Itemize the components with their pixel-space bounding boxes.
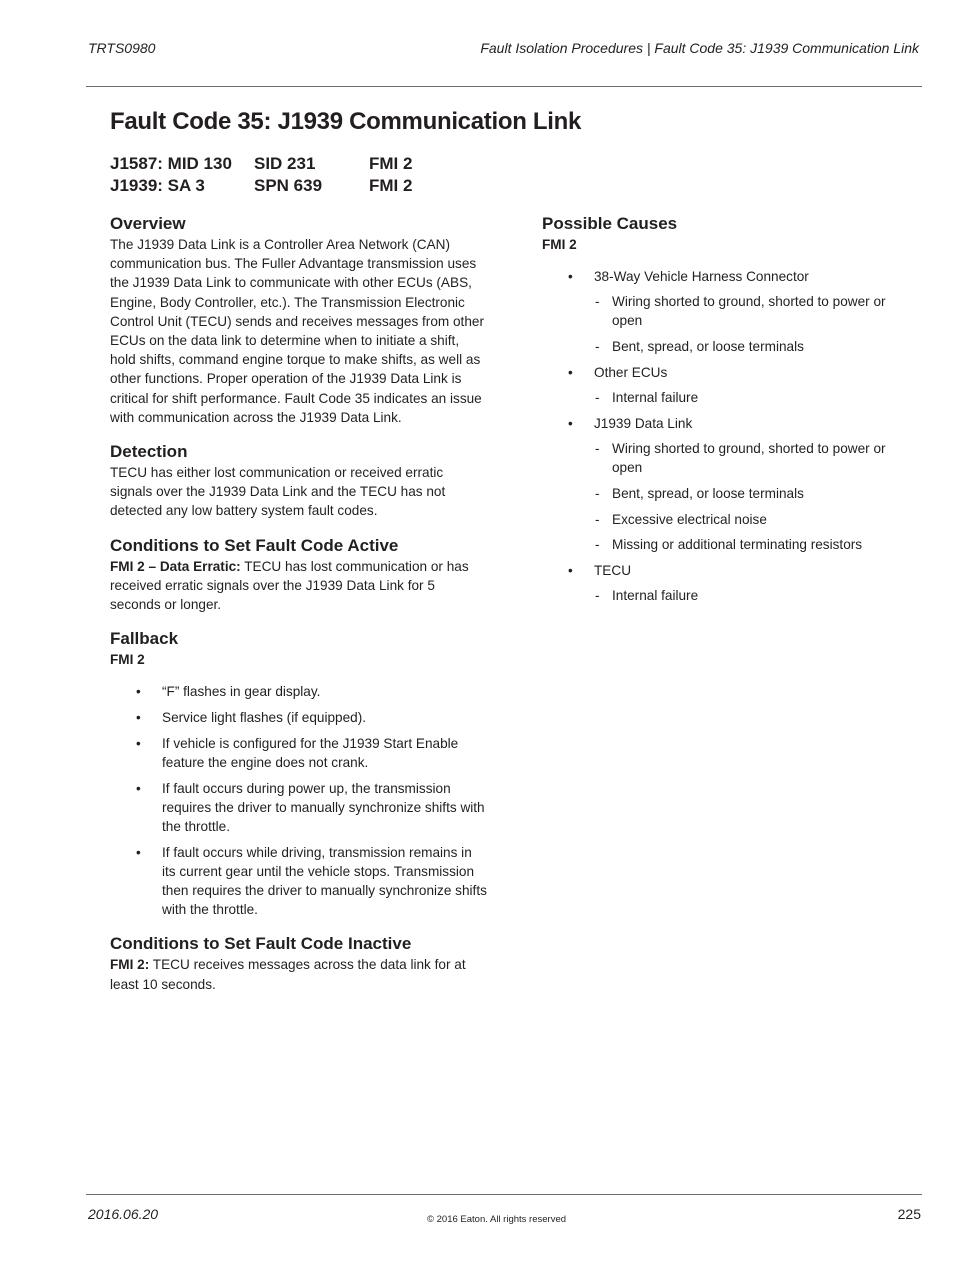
fallback-list	[110, 682, 488, 919]
cause-sublist	[594, 586, 912, 605]
bullet-icon: •	[136, 780, 141, 796]
fallback-item	[110, 779, 488, 837]
bullet-icon: •	[568, 364, 573, 380]
header-divider	[86, 86, 922, 87]
conditions-active-text	[110, 557, 488, 615]
overview-section	[110, 213, 488, 427]
bullet-icon: •	[568, 269, 573, 284]
dash-icon: -	[595, 390, 600, 406]
cause-label: 38-Way Vehicle Harness Connector	[594, 269, 809, 284]
cause-subitem	[594, 439, 912, 477]
cause-item	[542, 267, 912, 356]
conditions-inactive-body: TECU receives messages across the data link for at least 10 seconds.	[110, 957, 466, 992]
fallback-item	[110, 843, 488, 920]
cause-item	[542, 561, 912, 605]
code-fmi: FMI 2	[369, 154, 413, 173]
page-title: Fault Code 35: J1939 Communication Link	[110, 108, 582, 135]
fallback-item	[110, 682, 488, 701]
cause-sublist	[594, 292, 912, 356]
conditions-inactive-section	[110, 933, 488, 993]
cause-subitem-text: Bent, spread, or loose terminals	[612, 339, 804, 355]
dash-icon: -	[595, 339, 600, 355]
conditions-inactive-label: FMI 2:	[110, 957, 150, 973]
conditions-inactive-text	[110, 955, 488, 993]
cause-label: TECU	[594, 562, 632, 578]
cause-subitem	[594, 535, 912, 554]
dash-icon: -	[595, 537, 600, 553]
footer-copyright-wrap	[0, 1214, 979, 1225]
cause-subitem	[594, 510, 912, 529]
bullet-icon: •	[136, 684, 141, 700]
fallback-item-text: If vehicle is configured for the J1939 Start Enable feature the engine does not crank.	[162, 735, 459, 770]
conditions-active-label: FMI 2 – Data Erratic:	[110, 558, 241, 574]
conditions-active-section	[110, 535, 488, 615]
cause-item	[542, 363, 912, 407]
code-id: SPN 639	[254, 176, 323, 195]
page-number: 225	[897, 1206, 921, 1222]
causes-list	[542, 267, 912, 605]
cause-subitem-text: Excessive electrical noise	[612, 511, 767, 527]
fallback-fmi: FMI 2	[110, 652, 145, 668]
right-column	[542, 213, 912, 619]
cause-subitem-text: Wiring shorted to ground, shorted to power or open	[612, 440, 886, 476]
dash-icon: -	[595, 511, 600, 527]
bullet-icon: •	[136, 709, 141, 725]
cause-subitem	[594, 388, 912, 407]
fallback-item-text: If fault occurs during power up, the transmission requires the driver to manually synchronize shifts with the throttle.	[162, 780, 485, 834]
cause-subitem	[594, 484, 912, 503]
detection-heading: Detection	[110, 442, 188, 462]
overview-text: The J1939 Data Link is a Controller Area Network (CAN) communication bus. The Fuller Advantage transmission uses the J1939 Data Link to communicate with other ECUs (ABS, Engine, Body Controller, etc.). The Transmission Electronic Control Unit (TECU) sends and receives messages from other ECUs on the data link to determine when to initiate a shift, hold shifts, command engine torque to make shifts, as well as other functions. Proper operation of the J1939 Data Link is critical for shift performance. Fault Code 35 indicates an issue with communication across the J1939 Data Link.	[110, 237, 484, 425]
fallback-item-text: Service light flashes (if equipped).	[162, 709, 367, 725]
dash-icon: -	[595, 294, 600, 310]
footer-divider	[86, 1194, 922, 1195]
cause-label: Other ECUs	[594, 364, 668, 380]
bullet-icon: •	[136, 844, 141, 860]
detection-section	[110, 441, 488, 521]
cause-subitem	[594, 586, 912, 605]
fallback-item-text: “F” flashes in gear display.	[162, 684, 321, 700]
code-fmi: FMI 2	[369, 176, 413, 195]
left-column	[110, 213, 488, 1008]
code-row-j1939	[110, 176, 510, 198]
dash-icon: -	[595, 588, 600, 604]
cause-sublist	[594, 439, 912, 555]
bullet-icon: •	[136, 735, 141, 751]
bullet-icon: •	[568, 415, 573, 431]
bullet-icon: •	[568, 562, 573, 578]
cause-subitem-text: Bent, spread, or loose terminals	[612, 485, 804, 501]
code-protocol: J1939: SA 3	[110, 176, 205, 195]
code-row-j1587	[110, 154, 510, 176]
cause-subitem-text: Wiring shorted to ground, shorted to power or open	[612, 294, 886, 329]
overview-heading: Overview	[110, 214, 186, 233]
footer-date: 2016.06.20	[88, 1206, 159, 1222]
cause-subitem-text: Internal failure	[612, 588, 699, 604]
possible-causes-section	[542, 213, 912, 605]
possible-causes-heading: Possible Causes	[542, 214, 678, 233]
cause-item	[542, 414, 912, 555]
possible-causes-fmi: FMI 2	[542, 237, 577, 252]
code-id: SID 231	[254, 154, 316, 173]
fallback-heading: Fallback	[110, 629, 179, 649]
footer-copyright: © 2016 Eaton. All rights reserved	[426, 1214, 567, 1225]
fallback-item	[110, 708, 488, 727]
conditions-inactive-heading: Conditions to Set Fault Code Inactive	[110, 934, 412, 954]
cause-label: J1939 Data Link	[594, 415, 693, 431]
cause-subitem	[594, 292, 912, 330]
dash-icon: -	[595, 440, 600, 456]
cause-subitem-text: Missing or additional terminating resistors	[612, 537, 863, 553]
code-protocol: J1587: MID 130	[110, 154, 232, 173]
cause-subitem	[594, 337, 912, 356]
conditions-active-body: TECU has lost communication or has received erratic signals over the J1939 Data Link for 5 seconds or longer.	[110, 558, 469, 613]
fallback-item	[110, 734, 488, 772]
fallback-item-text: If fault occurs while driving, transmission remains in its current gear until the vehicle stops. Transmission then requires the driver to manually synchronize shifts with the throttle.	[162, 844, 487, 918]
fallback-section	[110, 628, 488, 919]
cause-sublist	[594, 388, 912, 407]
header-doc-id: TRTS0980	[88, 40, 156, 56]
cause-subitem-text: Internal failure	[612, 390, 699, 406]
conditions-active-heading: Conditions to Set Fault Code Active	[110, 535, 399, 555]
fault-code-table	[110, 154, 510, 198]
dash-icon: -	[595, 485, 600, 501]
detection-text: TECU has either lost communication or received erratic signals over the J1939 Data Link and the TECU has not detected any low battery system fault codes.	[110, 465, 446, 519]
header-section-title: Fault Isolation Procedures | Fault Code 35: J1939 Communication Link	[480, 40, 919, 56]
